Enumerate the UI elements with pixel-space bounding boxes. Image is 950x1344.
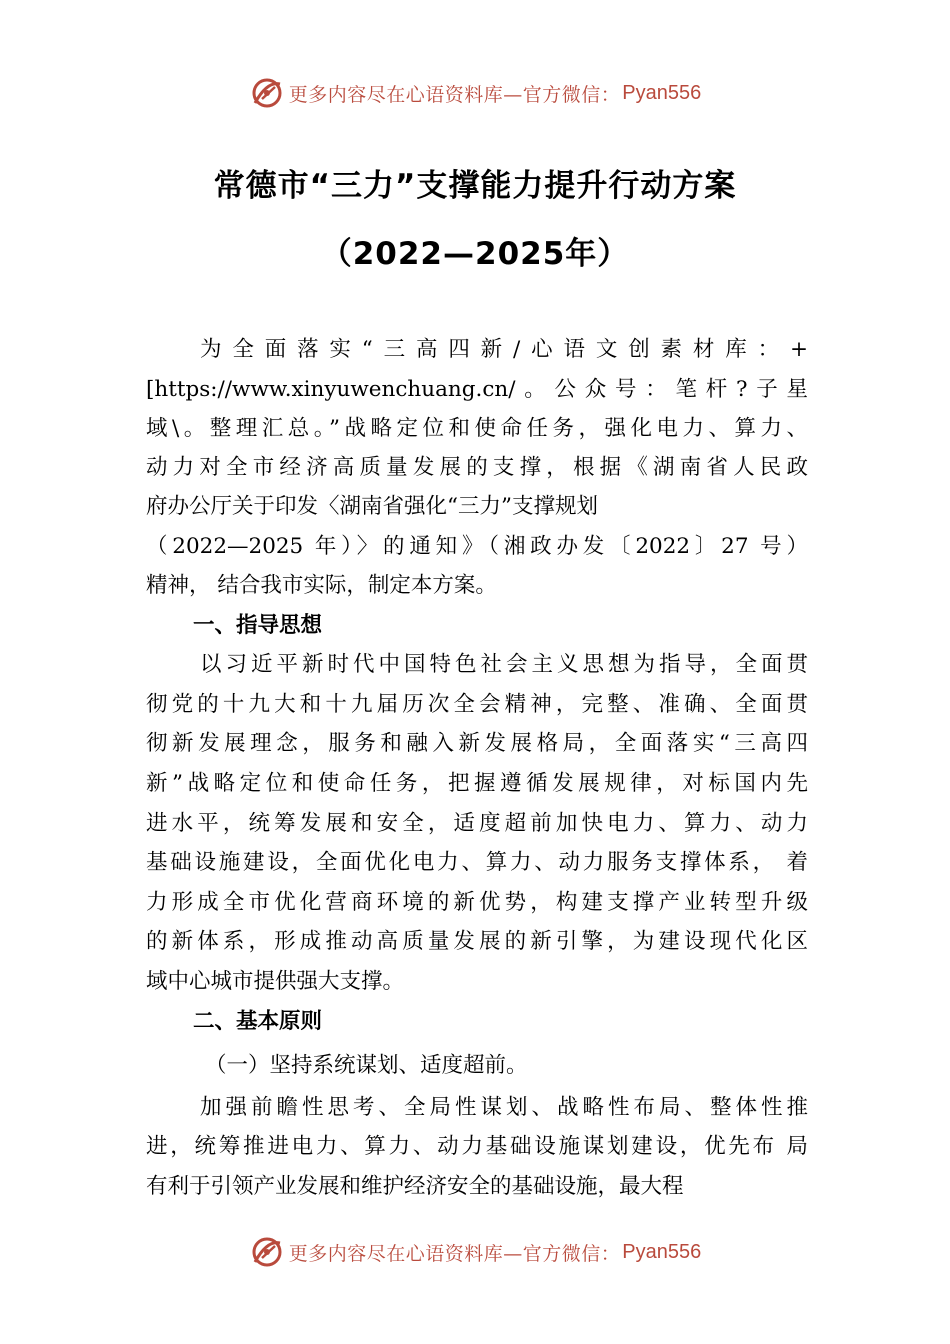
section1-line: 新”战略定位和使命任务，把握遵循发展规律，对标国内先 bbox=[146, 771, 808, 796]
sub-heading: （一）坚持系统谋划、适度超前。 bbox=[205, 1053, 528, 1078]
section2-line: 进，统筹推进电力、算力、动力基础设施谋划建设，优先布 局 bbox=[146, 1134, 808, 1159]
document-title: 常德市“三力”支撑能力提升行动方案 bbox=[213, 168, 737, 204]
banner-wechat-id: Pyan556 bbox=[622, 81, 702, 104]
section1-line: 彻党的十九大和十九届历次全会精神，完整、准确、全面贯 bbox=[146, 692, 808, 717]
intro-line: [https://www.xinyuwenchuang.cn/。公众号：笔杆?子星 bbox=[146, 377, 808, 402]
section1-line: 进水平，统筹发展和安全，适度超前加快电力、算力、动力 bbox=[146, 811, 808, 836]
document-subtitle: （2022—2025年） bbox=[320, 236, 630, 272]
intro-line: 精神， 结合我市实际，制定本方案。 bbox=[146, 573, 497, 598]
section-heading: 一、指导思想 bbox=[193, 613, 323, 638]
logo-icon bbox=[249, 1234, 285, 1270]
banner-text: 更多内容尽在心语资料库—官方微信： bbox=[288, 1242, 621, 1265]
section1-line: 的新体系，形成推动高质量发展的新引擎，为建设现代化区 bbox=[146, 929, 808, 954]
section1-line: 以习近平新时代中国特色社会主义思想为指导，全面贯 bbox=[200, 652, 808, 677]
section1-line: 基础设施建设，全面优化电力、算力、动力服务支撑体系， 着 bbox=[146, 850, 808, 875]
banner-text: 更多内容尽在心语资料库—官方微信： bbox=[288, 83, 621, 106]
footer-banner bbox=[0, 1232, 950, 1272]
intro-line: （2022—2025 年）〉的通知》（湘政办发〔2022〕27 号） bbox=[146, 534, 808, 559]
section-heading: 二、基本原则 bbox=[193, 1009, 323, 1034]
section1-line: 域中心城市提供强大支撑。 bbox=[146, 969, 405, 994]
header-banner bbox=[0, 73, 950, 113]
intro-line: 为全面落实“三高四新/心语文创素材库：+ bbox=[200, 337, 808, 362]
section1-line: 彻新发展理念，服务和融入新发展格局，全面落实“三高四 bbox=[146, 731, 808, 756]
intro-line: 府办公厅关于印发〈湖南省强化“三力”支撑规划 bbox=[146, 494, 598, 519]
section2-line: 加强前瞻性思考、全局性谋划、战略性布局、整体性推 bbox=[200, 1095, 808, 1120]
logo-icon bbox=[249, 75, 285, 111]
intro-line: 动力对全市经济高质量发展的支撑，根据《湖南省人民政 bbox=[146, 455, 808, 480]
section1-line: 力形成全市优化营商环境的新优势，构建支撑产业转型升级 bbox=[146, 890, 808, 915]
intro-line: 域\。整理汇总。”战略定位和使命任务，强化电力、算力、 bbox=[146, 416, 808, 441]
banner-wechat-id: Pyan556 bbox=[622, 1240, 702, 1263]
section2-line: 有利于引领产业发展和维护经济安全的基础设施，最大程 bbox=[146, 1174, 684, 1199]
